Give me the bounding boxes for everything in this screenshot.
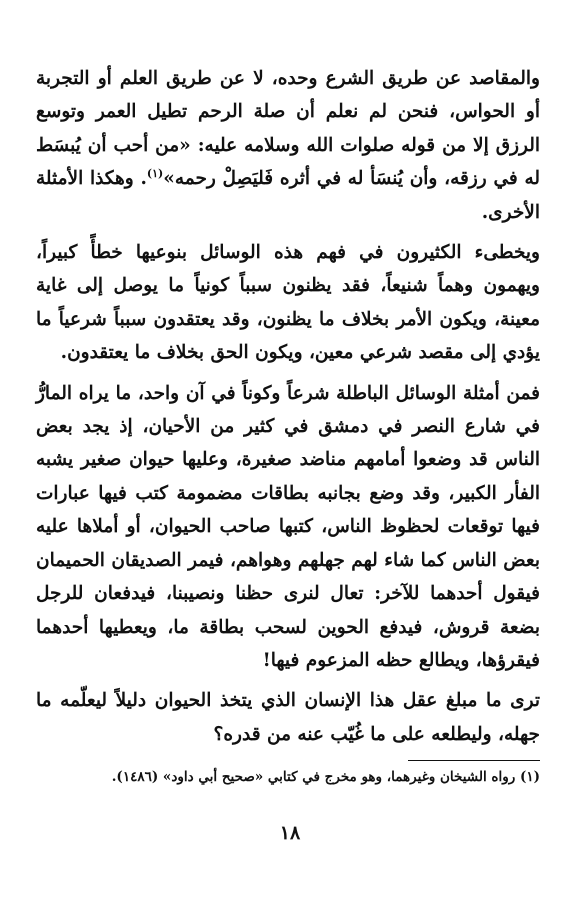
page-number: ١٨ [279,822,301,844]
footnote-reference[interactable]: (١) [146,167,164,181]
paragraph-4: ترى ما مبلغ عقل هذا الإنسان الذي يتخذ الحيوان دليلاً ليعلّمه ما جهله، وليطلعه على ما غُيّب عنه من قدره؟ [36,690,540,745]
paragraph-3: فمن أمثلة الوسائل الباطلة شرعاً وكوناً في آن واحد، ما يراه المارُّ في شارع النصر في دمشق في كثير من الأحيان، إذ يجد بعض الناس قد وضعوا أمامهم مناضد صغيرة، وعليها حيوان صغير يشبه الفأر الكبير، وقد وضع بجانبه بطاقات مضمومة كتب فيها عبارات فيها توقعات لحظوظ الناس، كتبها صاحب الحيوان، أو أملاها عليه بعض الناس كما شاء لهم جهلهم وهواهم، فيمر الصديقان الحميمان فيقول أحدهما للآخر: تعال لنرى حظنا ونصيبنا، فيدفعان للرجل بضعة قروش، فيدفع الحوين لسحب بطاقة ما، ويعطيها أحدهما فيقرؤها، ويطالع حظه المزعوم فيها! [36,382,540,671]
paragraph-2: ويخطىء الكثيرون في فهم هذه الوسائل بنوعيها خطأً كبيراً، ويهمون وهماً شنيعاً، فقد يظنون سبباً كونياً ما يوصل إلى غاية معينة، ويكون الأمر بخلاف ما يظنون، وقد يعتقدون سبباً شرعياً ما يؤدي إلى مقصد شرعي معين، ويكون الحق بخلاف ما يعتقدون. [36,242,540,364]
paragraph-1-text: والمقاصد عن طريق الشرع وحده، لا عن طريق العلم أو التجربة أو الحواس، فنحن لم نعلم أن صلة الرحم تطيل العمر وتوسع الرزق إلا من قوله صلوات الله وسلامه عليه: «من أحب أن يُبسَط له في رزقه، وأن يُنسَأ له في أثره فَليَصِلْ رحمه» [36,68,540,190]
paragraph-1 [36,62,540,229]
footnote-divider [408,760,540,761]
footnote: (١) رواه الشيخان وغيرهما، وهو مخرج في كتابي «صحيح أبي داود» (١٤٨٦). [111,769,540,785]
paragraph-1-tail: . وهكذا الأمثلة الأخرى. [36,168,540,223]
